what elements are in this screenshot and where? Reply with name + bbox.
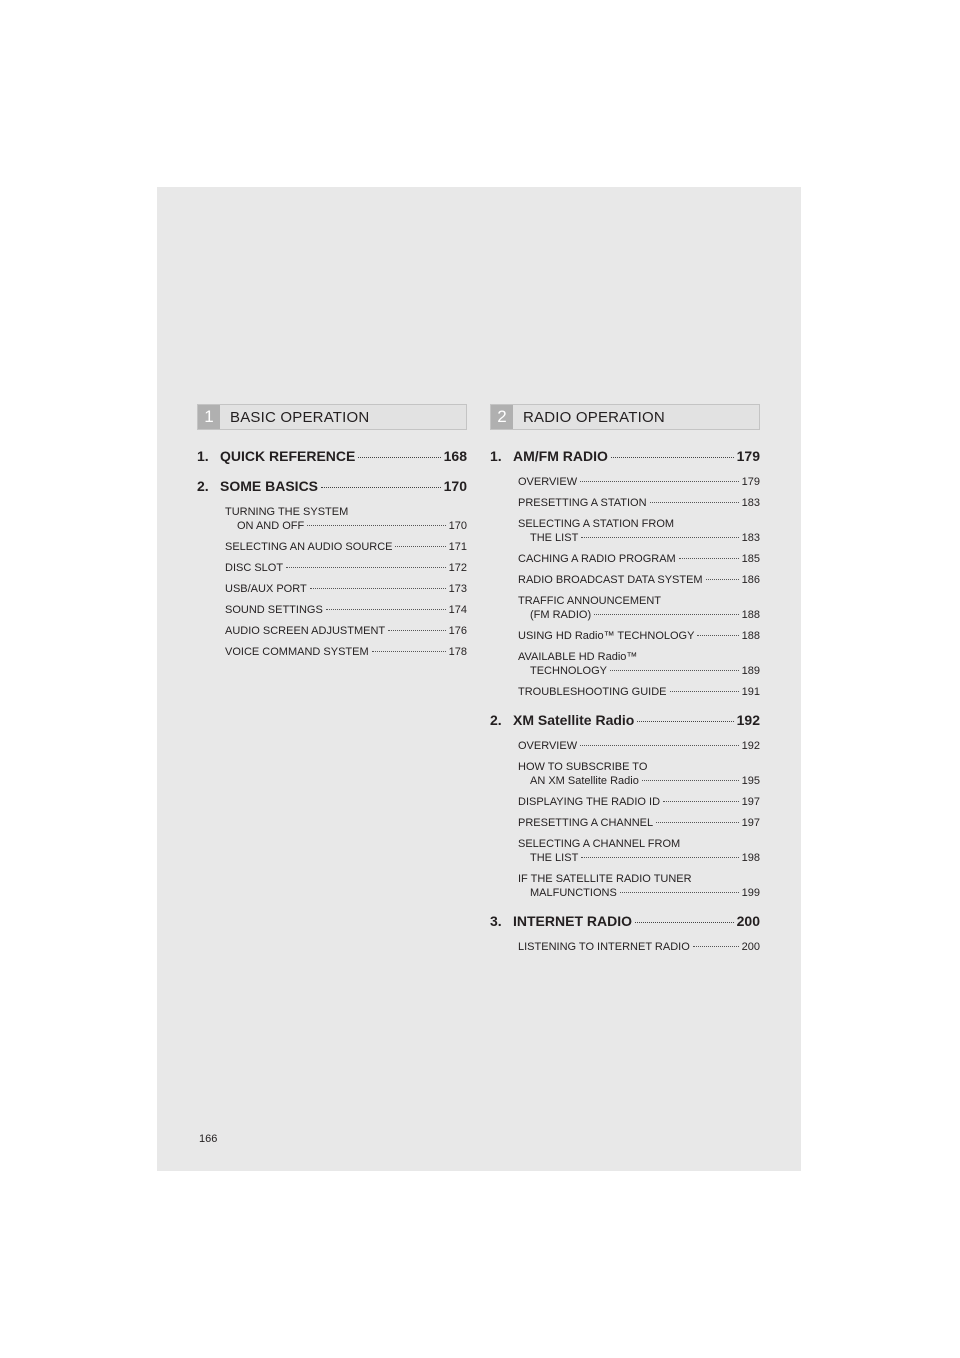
toc-subentry-link[interactable] bbox=[225, 645, 467, 659]
subentry-title: AUDIO SCREEN ADJUSTMENT bbox=[225, 625, 386, 637]
toc-chapter-link[interactable] bbox=[490, 712, 760, 729]
toc-subentry-link[interactable] bbox=[518, 795, 760, 809]
dot-leader bbox=[581, 537, 738, 538]
subentry-row bbox=[225, 540, 467, 554]
dot-leader bbox=[670, 691, 739, 692]
subentry-page: 188 bbox=[741, 609, 760, 621]
dot-leader bbox=[663, 801, 739, 802]
toc-subentry-link[interactable] bbox=[518, 650, 760, 678]
chapter-page: 200 bbox=[736, 913, 760, 929]
subentry-page: 173 bbox=[448, 583, 467, 595]
toc-subentry-link[interactable] bbox=[518, 760, 760, 788]
dot-leader bbox=[656, 822, 739, 823]
subentry-page: 183 bbox=[741, 532, 760, 544]
subentry-title: PRESETTING A STATION bbox=[518, 497, 647, 509]
dot-leader bbox=[650, 502, 739, 503]
toc-subentry-link[interactable] bbox=[518, 872, 760, 900]
subentry-title-line2: MALFUNCTIONS bbox=[530, 887, 617, 899]
subentry-title-line1: AVAILABLE HD Radio™ bbox=[518, 651, 638, 663]
subentry-page: 192 bbox=[741, 740, 760, 752]
toc-subentry-link[interactable] bbox=[518, 816, 760, 830]
subentry-row bbox=[518, 608, 760, 622]
dot-leader bbox=[395, 546, 445, 547]
subentry-row bbox=[518, 685, 760, 699]
toc-subentry-link[interactable] bbox=[225, 582, 467, 596]
subentry-page: 188 bbox=[741, 630, 760, 642]
subentry-title-line1: TRAFFIC ANNOUNCEMENT bbox=[518, 595, 661, 607]
subentry-page: 170 bbox=[448, 520, 467, 532]
subentry-row bbox=[518, 496, 760, 510]
toc-panel bbox=[157, 187, 801, 1171]
toc-subentry-link[interactable] bbox=[225, 505, 467, 533]
section-header bbox=[490, 404, 760, 430]
subentry-title-line2: ON AND OFF bbox=[237, 520, 305, 532]
subentry-page: 195 bbox=[741, 775, 760, 787]
chapter-title: XM Satellite Radio bbox=[513, 712, 635, 728]
subentry-page: 198 bbox=[741, 852, 760, 864]
subentry-row bbox=[518, 475, 760, 489]
toc-subentries bbox=[518, 739, 760, 900]
dot-leader bbox=[706, 579, 739, 580]
subentry-row bbox=[518, 940, 760, 954]
dot-leader bbox=[611, 457, 734, 458]
subentry-row bbox=[518, 816, 760, 830]
subentry-page: 183 bbox=[741, 497, 760, 509]
subentry-title: PRESETTING A CHANNEL bbox=[518, 817, 654, 829]
subentry-title: DISPLAYING THE RADIO ID bbox=[518, 796, 661, 808]
toc-subentry-link[interactable] bbox=[518, 573, 760, 587]
toc-chapter-link[interactable] bbox=[490, 448, 760, 465]
subentry-title: VOICE COMMAND SYSTEM bbox=[225, 646, 369, 658]
dot-leader bbox=[372, 651, 446, 652]
dot-leader bbox=[697, 635, 738, 636]
dot-leader bbox=[581, 857, 738, 858]
subentry-title: DISC SLOT bbox=[225, 562, 284, 574]
section-basic-operation bbox=[197, 404, 467, 666]
dot-leader bbox=[326, 609, 446, 610]
dot-leader bbox=[388, 630, 446, 631]
chapter-page: 170 bbox=[443, 478, 467, 494]
toc-subentry-link[interactable] bbox=[225, 603, 467, 617]
toc-chapter-link[interactable] bbox=[197, 478, 467, 495]
subentry-title: LISTENING TO INTERNET RADIO bbox=[518, 941, 690, 953]
chapter-number: 2. bbox=[490, 712, 502, 728]
subentry-row bbox=[518, 552, 760, 566]
dot-leader bbox=[286, 567, 446, 568]
dot-leader bbox=[594, 614, 739, 615]
toc-subentry-link[interactable] bbox=[518, 552, 760, 566]
chapter-number: 3. bbox=[490, 913, 502, 929]
dot-leader bbox=[610, 670, 739, 671]
toc-subentry-link[interactable] bbox=[225, 624, 467, 638]
dot-leader bbox=[307, 525, 445, 526]
dot-leader bbox=[580, 745, 739, 746]
toc-entries bbox=[197, 448, 467, 659]
toc-subentry-link[interactable] bbox=[225, 561, 467, 575]
subentry-page: 197 bbox=[741, 796, 760, 808]
section-radio-operation bbox=[490, 404, 760, 961]
toc-subentry-link[interactable] bbox=[518, 940, 760, 954]
toc-subentry-link[interactable] bbox=[518, 517, 760, 545]
dot-leader bbox=[635, 922, 734, 923]
toc-subentry-link[interactable] bbox=[518, 496, 760, 510]
dot-leader bbox=[679, 558, 739, 559]
toc-subentries bbox=[225, 505, 467, 659]
subentry-page: 172 bbox=[448, 562, 467, 574]
subentry-page: 191 bbox=[741, 686, 760, 698]
subentry-title: USING HD Radio™ TECHNOLOGY bbox=[518, 630, 695, 642]
subentry-title-line2: TECHNOLOGY bbox=[530, 665, 608, 677]
subentry-page: 179 bbox=[741, 476, 760, 488]
toc-subentry-link[interactable] bbox=[518, 594, 760, 622]
chapter-title: SOME BASICS bbox=[220, 478, 319, 494]
subentry-row bbox=[518, 573, 760, 587]
subentry-row bbox=[225, 519, 467, 533]
subentry-title-line1: TURNING THE SYSTEM bbox=[225, 506, 349, 518]
section-header bbox=[197, 404, 467, 430]
subentry-title-line1: IF THE SATELLITE RADIO TUNER bbox=[518, 873, 692, 885]
subentry-title: OVERVIEW bbox=[518, 476, 578, 488]
subentry-row bbox=[225, 561, 467, 575]
dot-leader bbox=[642, 780, 739, 781]
dot-leader bbox=[358, 457, 440, 458]
subentry-page: 176 bbox=[448, 625, 467, 637]
subentry-title: SOUND SETTINGS bbox=[225, 604, 323, 616]
subentry-page: 185 bbox=[741, 553, 760, 565]
subentry-title: TROUBLESHOOTING GUIDE bbox=[518, 686, 667, 698]
toc-entries bbox=[490, 448, 760, 954]
subentry-row bbox=[518, 629, 760, 643]
subentry-title: USB/AUX PORT bbox=[225, 583, 307, 595]
toc-subentry-link[interactable] bbox=[518, 685, 760, 699]
subentry-page: 174 bbox=[448, 604, 467, 616]
section-title: RADIO OPERATION bbox=[523, 408, 665, 426]
subentry-page: 171 bbox=[448, 541, 467, 553]
subentry-row bbox=[518, 886, 760, 900]
dot-leader bbox=[580, 481, 739, 482]
subentry-page: 189 bbox=[741, 665, 760, 677]
toc-subentry-link[interactable] bbox=[225, 540, 467, 554]
subentry-title-line1: HOW TO SUBSCRIBE TO bbox=[518, 761, 648, 773]
toc-subentries bbox=[518, 475, 760, 699]
subentry-title-line1: SELECTING A STATION FROM bbox=[518, 518, 675, 530]
subentry-row bbox=[518, 739, 760, 753]
page-number: 166 bbox=[199, 1133, 218, 1145]
subentry-title: RADIO BROADCAST DATA SYSTEM bbox=[518, 574, 703, 586]
subentry-row bbox=[518, 774, 760, 788]
subentry-row bbox=[518, 795, 760, 809]
dot-leader bbox=[310, 588, 446, 589]
subentry-row bbox=[225, 603, 467, 617]
subentry-title-line2: THE LIST bbox=[530, 852, 579, 864]
subentry-title-line2: AN XM Satellite Radio bbox=[530, 775, 639, 787]
toc-subentry-link[interactable] bbox=[518, 629, 760, 643]
toc-chapter-link[interactable] bbox=[490, 913, 760, 930]
subentry-title: CACHING A RADIO PROGRAM bbox=[518, 553, 676, 565]
chapter-number: 1. bbox=[490, 448, 502, 464]
subentry-title: SELECTING AN AUDIO SOURCE bbox=[225, 541, 393, 553]
subentry-page: 178 bbox=[448, 646, 467, 658]
section-title: BASIC OPERATION bbox=[230, 408, 370, 426]
dot-leader bbox=[693, 946, 739, 947]
chapter-page: 192 bbox=[736, 712, 760, 728]
chapter-title: QUICK REFERENCE bbox=[220, 448, 356, 464]
subentry-row bbox=[518, 664, 760, 678]
toc-subentries bbox=[518, 940, 760, 954]
chapter-title: INTERNET RADIO bbox=[513, 913, 632, 929]
subentry-row bbox=[225, 582, 467, 596]
subentry-title-line1: SELECTING A CHANNEL FROM bbox=[518, 838, 681, 850]
subentry-title-line2: (FM RADIO) bbox=[530, 609, 592, 621]
dot-leader bbox=[637, 721, 733, 722]
subentry-page: 200 bbox=[741, 941, 760, 953]
toc-subentry-link[interactable] bbox=[518, 739, 760, 753]
subentry-row bbox=[518, 851, 760, 865]
subentry-page: 197 bbox=[741, 817, 760, 829]
chapter-page: 179 bbox=[736, 448, 760, 464]
chapter-title: AM/FM RADIO bbox=[513, 448, 608, 464]
section-number: 1 bbox=[198, 405, 220, 429]
subentry-page: 199 bbox=[741, 887, 760, 899]
toc-subentry-link[interactable] bbox=[518, 475, 760, 489]
dot-leader bbox=[620, 892, 739, 893]
subentry-title-line2: THE LIST bbox=[530, 532, 579, 544]
toc-chapter-link[interactable] bbox=[197, 448, 467, 465]
chapter-number: 2. bbox=[197, 478, 209, 494]
subentry-title: OVERVIEW bbox=[518, 740, 578, 752]
subentry-row bbox=[518, 531, 760, 545]
subentry-page: 186 bbox=[741, 574, 760, 586]
chapter-number: 1. bbox=[197, 448, 209, 464]
dot-leader bbox=[321, 487, 441, 488]
toc-subentry-link[interactable] bbox=[518, 837, 760, 865]
subentry-row bbox=[225, 645, 467, 659]
chapter-page: 168 bbox=[443, 448, 467, 464]
section-number: 2 bbox=[491, 405, 513, 429]
subentry-row bbox=[225, 624, 467, 638]
